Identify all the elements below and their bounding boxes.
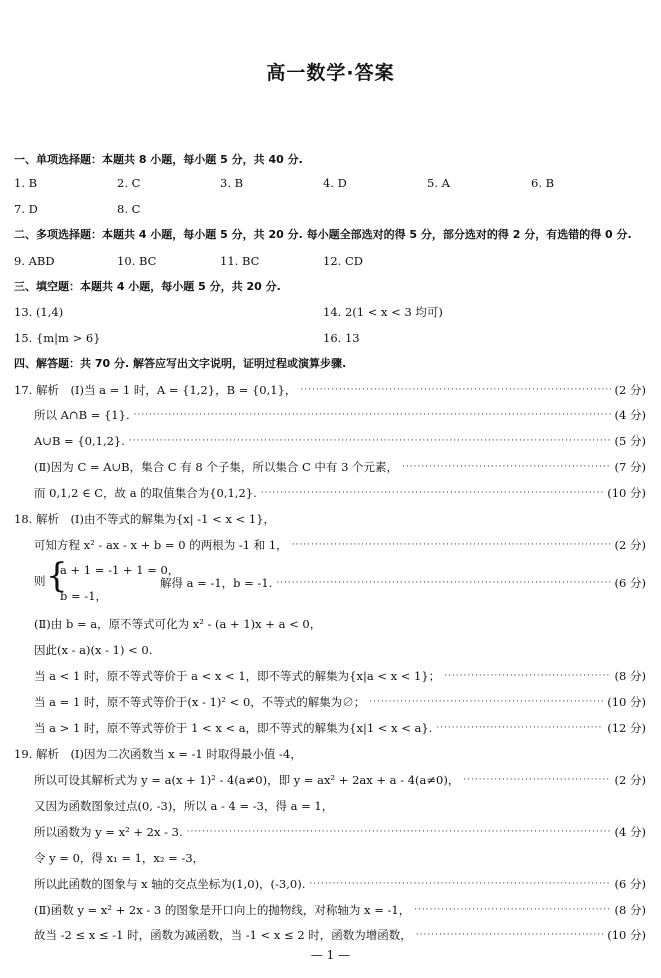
score-label: (12 分): [607, 721, 646, 735]
answer-12: 12. CD: [323, 254, 363, 268]
solution-line: [34, 874, 646, 894]
solution-text: 所以 A∩B = {1}.: [34, 408, 130, 422]
solution-line: [34, 457, 646, 477]
answer-1: 1. B: [14, 176, 38, 190]
leader-dots: [402, 457, 610, 477]
solution-text: 解得 a = -1，b = -1.: [160, 576, 273, 590]
page-number: — 1 —: [310, 948, 351, 962]
solution-text: 所以可设其解析式为 y = a(x + 1)² - 4(a≠0)，即 y = ax² + 2ax + a - 4(a≠0)，: [34, 773, 460, 787]
left-brace: {: [46, 556, 68, 596]
score-label: (8 分): [614, 669, 646, 683]
leader-dots: [436, 718, 603, 738]
leader-dots: [187, 822, 611, 842]
solution-text: 所以此函数的图象与 x 轴的交点坐标为(1,0)，(-3,0).: [34, 877, 306, 891]
solution-line: 19. 解析 (Ⅰ)因为二次函数当 x = -1 时取得最小值 -4，: [14, 747, 302, 761]
solution-line: [34, 666, 646, 686]
score-label: (2 分): [614, 773, 646, 787]
solution-text: 当 a < 1 时，原不等式等价于 a < x < 1，即不等式的解集为{x|a < x < 1}；: [34, 669, 441, 683]
score-label: (7 分): [614, 460, 646, 474]
solution-text: 当 a = 1 时，原不等式等价于(x - 1)² < 0，不等式的解集为∅；: [34, 695, 366, 709]
brace-prefix: 则: [34, 574, 46, 588]
solution-line: [34, 900, 646, 920]
score-label: (2 分): [614, 383, 646, 397]
solution-text: 17. 解析 (Ⅰ)当 a = 1 时，A = {1,2}，B = {0,1}，: [14, 383, 297, 397]
solution-line: [34, 405, 646, 425]
section-4-header: 四、解答题：共 70 分. 解答应写出文字说明，证明过程或演算步骤.: [14, 357, 347, 370]
solution-line: (Ⅱ)由 b = a，原不等式可化为 x² - (a + 1)x + a < 0，: [34, 617, 322, 631]
solution-line: [34, 535, 646, 555]
solution-line: [14, 380, 646, 400]
equation-line: a + 1 = -1 + 1 = 0，: [60, 563, 180, 577]
solution-line: [160, 573, 646, 593]
answer-7: 7. D: [14, 202, 38, 216]
leader-dots: [309, 874, 610, 894]
score-label: (2 分): [614, 538, 646, 552]
leader-dots: [129, 431, 611, 451]
solution-line: [34, 483, 646, 503]
answer-11: 11. BC: [220, 254, 260, 268]
solution-text: 故当 -2 ≤ x ≤ -1 时，函数为减函数，当 -1 < x ≤ 2 时，函数为增函数，: [34, 928, 412, 942]
answer-9: 9. ABD: [14, 254, 55, 268]
leader-dots: [416, 925, 603, 945]
solution-line: [34, 718, 646, 738]
answer-14: 14. 2(1 < x < 3 均可): [323, 305, 443, 319]
score-label: (6 分): [614, 877, 646, 891]
answer-2: 2. C: [117, 176, 141, 190]
score-label: (10 分): [607, 486, 646, 500]
equation-line: b = -1，: [60, 589, 108, 603]
leader-dots: [444, 666, 610, 686]
solution-text: (Ⅱ)函数 y = x² + 2x - 3 的图象是开口向上的抛物线，对称轴为 x = -1，: [34, 903, 411, 917]
page-title: 高一数学·答案: [266, 62, 395, 84]
solution-line: 18. 解析 (Ⅰ)由不等式的解集为{x| -1 < x < 1}，: [14, 512, 276, 526]
solution-line: [34, 822, 646, 842]
solution-line: 又因为函数图象过点(0, -3)，所以 a - 4 = -3，得 a = 1，: [34, 799, 334, 813]
section-3-header: 三、填空题：本题共 4 小题，每小题 5 分，共 20 分.: [14, 280, 281, 293]
leader-dots: [369, 692, 603, 712]
leader-dots: [300, 380, 610, 400]
score-label: (6 分): [614, 576, 646, 590]
solution-text: 可知方程 x² - ax - x + b = 0 的两根为 -1 和 1，: [34, 538, 288, 552]
solution-line: [34, 431, 646, 451]
answer-5: 5. A: [427, 176, 450, 190]
score-label: (4 分): [614, 825, 646, 839]
solution-text: A∪B = {0,1,2}.: [34, 434, 125, 448]
score-label: (8 分): [614, 903, 646, 917]
answer-15: 15. {m|m > 6}: [14, 331, 101, 345]
solution-text: 所以函数为 y = x² + 2x - 3.: [34, 825, 183, 839]
leader-dots: [463, 770, 610, 790]
score-label: (4 分): [614, 408, 646, 422]
score-label: (5 分): [614, 434, 646, 448]
answer-3: 3. B: [220, 176, 244, 190]
score-label: (10 分): [607, 928, 646, 942]
solution-line: [34, 692, 646, 712]
solution-line: 因此(x - a)(x - 1) < 0.: [34, 643, 153, 657]
answer-8: 8. C: [117, 202, 141, 216]
leader-dots: [134, 405, 611, 425]
solution-text: 当 a > 1 时，原不等式等价于 1 < x < a，即不等式的解集为{x|1 < x < a}.: [34, 721, 433, 735]
score-label: (10 分): [607, 695, 646, 709]
leader-dots: [276, 573, 610, 593]
answer-13: 13. (1,4): [14, 305, 64, 319]
solution-line: [34, 770, 646, 790]
solution-line: 令 y = 0，得 x₁ = 1，x₂ = -3，: [34, 851, 205, 865]
answer-10: 10. BC: [117, 254, 157, 268]
section-1-header: 一、单项选择题：本题共 8 小题，每小题 5 分，共 40 分.: [14, 153, 303, 166]
solution-line: [34, 925, 646, 945]
leader-dots: [292, 535, 611, 555]
leader-dots: [261, 483, 603, 503]
answer-4: 4. D: [323, 176, 347, 190]
answer-6: 6. B: [531, 176, 555, 190]
solution-text: 而 0,1,2 ∈ C，故 a 的取值集合为{0,1,2}.: [34, 486, 257, 500]
leader-dots: [414, 900, 610, 920]
solution-text: (Ⅱ)因为 C = A∪B，集合 C 有 8 个子集，所以集合 C 中有 3 个元素，: [34, 460, 399, 474]
section-2-header: 二、多项选择题：本题共 4 小题，每小题 5 分，共 20 分. 每小题全部选对的得 5 分，部分选对的得 2 分，有选错的得 0 分.: [14, 228, 632, 241]
answer-16: 16. 13: [323, 331, 360, 345]
